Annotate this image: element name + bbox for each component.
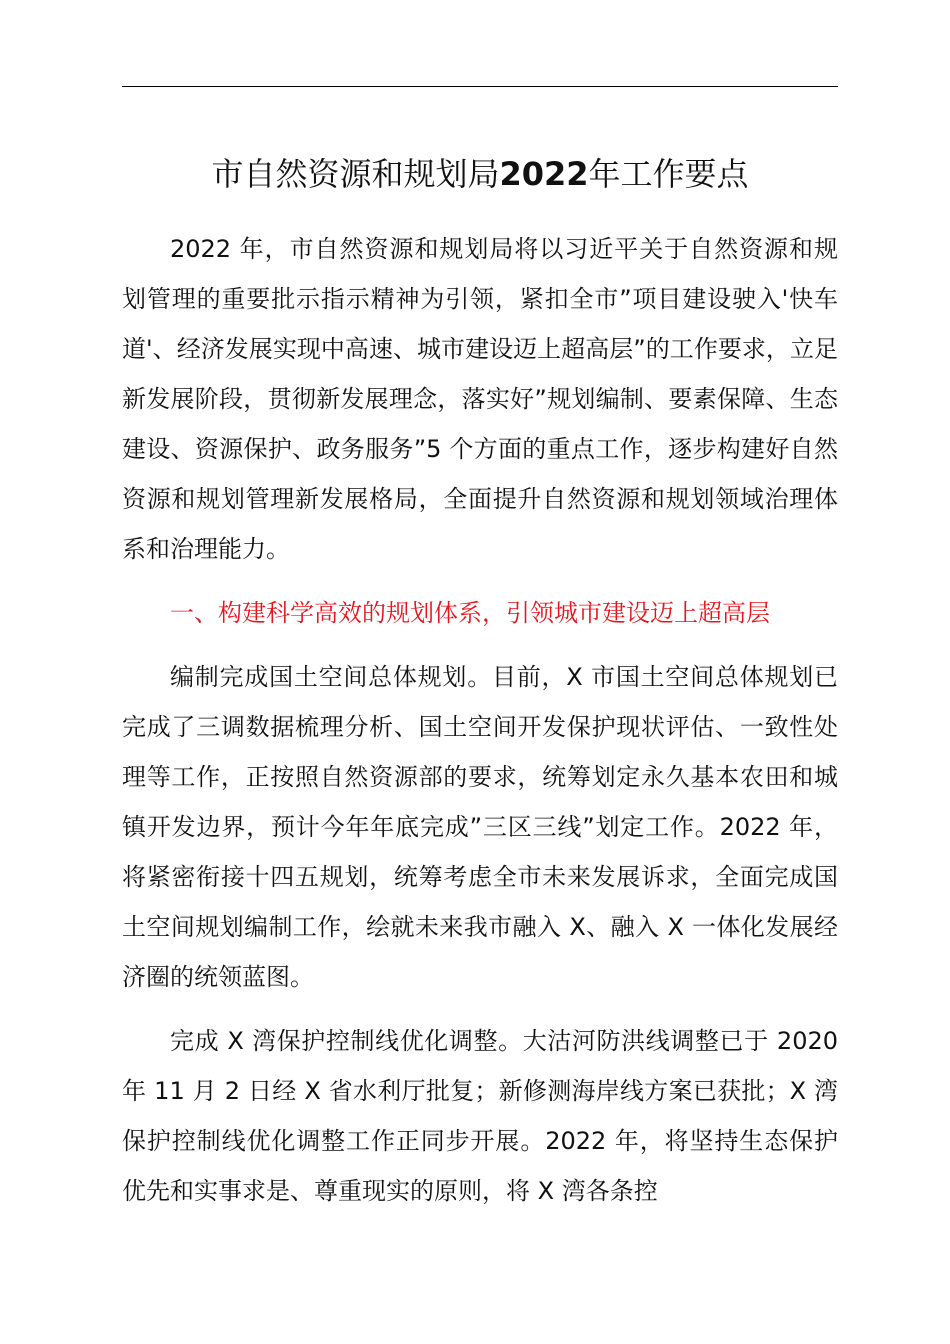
page-title [122,146,838,202]
section-heading-1: 一、构建科学高效的规划体系，引领城市建设迈上超高层 [170,599,770,627]
title-prefix: 市自然资源和规划局 [211,155,500,193]
paragraph-bay-protection: 完成 X 湾保护控制线优化调整。大沽河防洪线调整已于 2020 年 11 月 2 日经 X 省水利厅批复；新修测海岸线方案已获批；X 湾保护控制线优化调整工作正同步开展。2022 年，将坚持生态保护优先和实事求是、尊重现实的原则，将 X 湾各条控 [122,1027,838,1205]
intro-paragraph: 2022 年，市自然资源和规划局将以习近平关于自然资源和规划管理的重要批示指示精神为引领，紧扣全市”项目建设驶入'快车道'、经济发展实现中高速、城市建设迈上超高层”的工作要求，立足新发展阶段，贯彻新发展理念，落实好”规划编制、要素保障、生态建设、资源保护、政务服务”5 个方面的重点工作，逐步构建好自然资源和规划管理新发展格局，全面提升自然资源和规划领域治理体系和治理能力。 [122,235,838,563]
paragraph-spatial-planning: 编制完成国土空间总体规划。目前，X 市国土空间总体规划已完成了三调数据梳理分析、国土空间开发保护现状评估、一致性处理等工作，正按照自然资源部的要求，统筹划定永久基本农田和城镇开发边界，预计今年年底完成”三区三线”划定工作。2022 年，将紧密衔接十四五规划，统筹考虑全市未来发展诉求，全面完成国土空间规划编制工作，绘就未来我市融入 X、融入 X 一体化发展经济圈的统领蓝图。 [122,663,838,991]
title-year: 2022 [499,155,589,193]
header-rule [122,86,838,87]
title-suffix: 年工作要点 [588,155,749,193]
